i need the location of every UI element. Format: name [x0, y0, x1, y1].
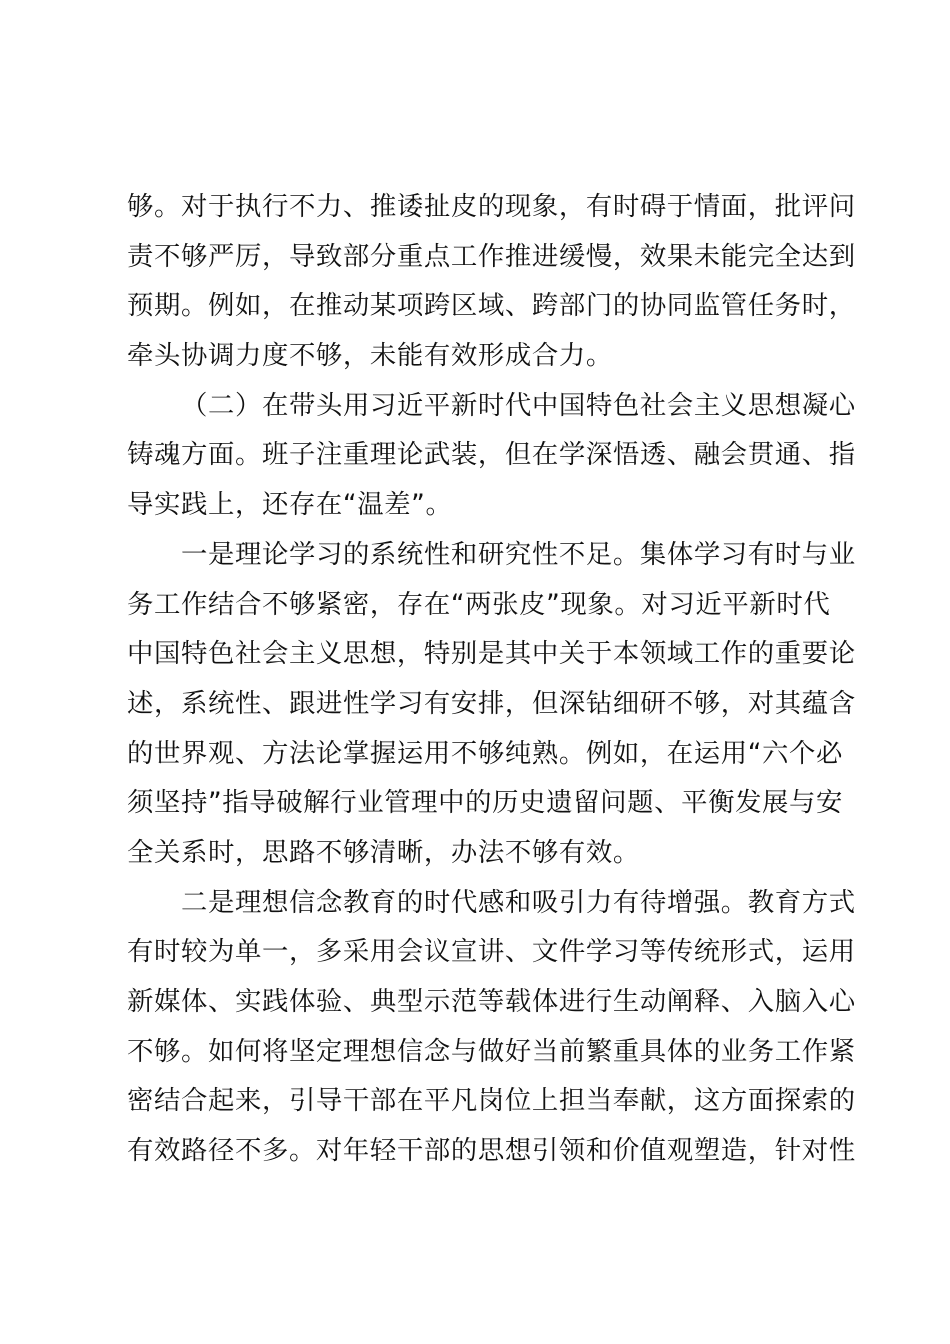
section-heading-2 — [127, 381, 856, 530]
text-line: 预期。例如，在推动某项跨区域、跨部门的协同监管任务时， — [127, 290, 856, 322]
text-line: 务工作结合不够紧密，存在“两张皮”现象。对习近平新时代 — [127, 588, 831, 620]
text-line: 够。对于执行不力、推诿扯皮的现象，有时碍于情面，批评问 — [127, 191, 856, 222]
text-line: 导实践上，还存在“温差”。 — [127, 489, 453, 521]
text-line: 牵头协调力度不够，未能有效形成合力。 — [127, 340, 613, 372]
text-line: 铸魂方面。班子注重理论武装，但在学深悟透、融会贯通、指 — [127, 439, 856, 471]
text-line: 有效路径不多。对年轻干部的思想引领和价值观塑造，针对性 — [127, 1135, 856, 1167]
text-line: 全关系时，思路不够清晰，办法不够有效。 — [127, 836, 640, 868]
text-line: 须坚持”指导破解行业管理中的历史遗留问题、平衡发展与安 — [127, 787, 844, 819]
paragraph-point-1 — [127, 530, 856, 878]
text-line: （二）在带头用习近平新时代中国特色社会主义思想凝心 — [181, 389, 856, 421]
text-line: 有时较为单一，多采用会议宣讲、文件学习等传统形式，运用 — [127, 936, 856, 968]
text-line: 的世界观、方法论掌握运用不够纯熟。例如，在运用“六个必 — [127, 737, 844, 769]
text-line: 述，系统性、跟进性学习有安排，但深钻细研不够，对其蕴含 — [127, 687, 856, 719]
text-line: 密结合起来，引导干部在平凡岗位上担当奉献，这方面探索的 — [127, 1085, 856, 1117]
text-line: 责不够严厉，导致部分重点工作推进缓慢，效果未能完全达到 — [127, 240, 856, 272]
paragraph-continuation — [127, 182, 856, 381]
document-body — [127, 182, 856, 1176]
paragraph-point-2 — [127, 878, 856, 1176]
text-line: 新媒体、实践体验、典型示范等载体进行生动阐释、入脑入心 — [127, 986, 856, 1017]
text-line: 不够。如何将坚定理想信念与做好当前繁重具体的业务工作紧 — [127, 1035, 856, 1067]
text-line: 一是理论学习的系统性和研究性不足。集体学习有时与业 — [181, 538, 856, 570]
text-line: 二是理想信念教育的时代感和吸引力有待增强。教育方式 — [181, 886, 856, 918]
text-line: 中国特色社会主义思想，特别是其中关于本领域工作的重要论 — [127, 638, 856, 670]
